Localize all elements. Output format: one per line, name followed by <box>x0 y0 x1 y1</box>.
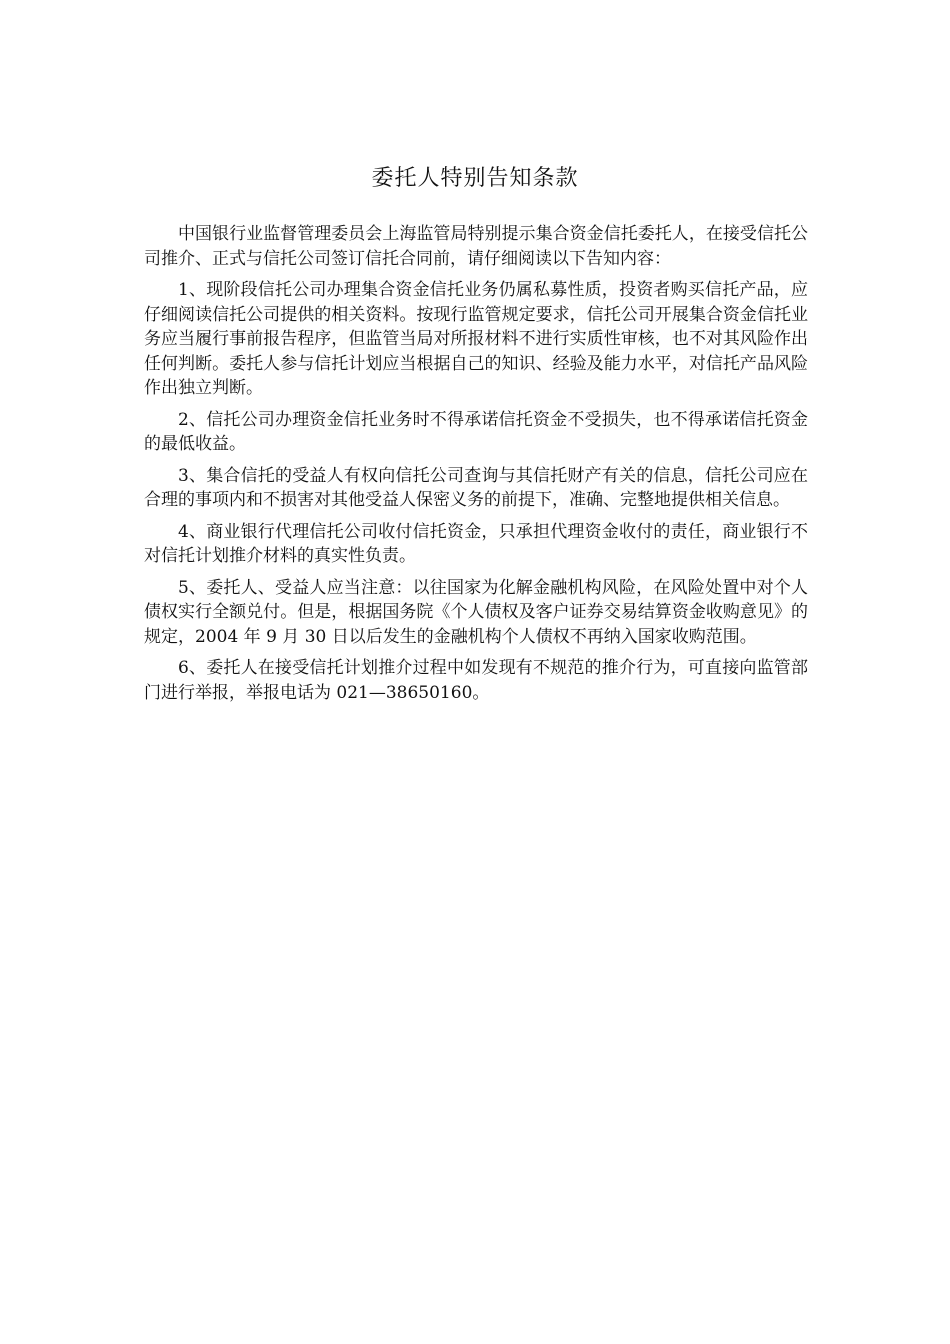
clause-1-paragraph: 1、现阶段信托公司办理集合资金信托业务仍属私募性质，投资者购买信托产品，应仔细阅读信托公司提供的相关资料。按现行监管规定要求，信托公司开展集合资金信托业务应当履行事前报告程序，但监管当局对所报材料不进行实质性审核，也不对其风险作出任何判断。委托人参与信托计划应当根据自己的知识、经验及能力水平，对信托产品风险作出独立判断。 <box>144 280 808 398</box>
document-body <box>144 222 808 712</box>
document-title: 委托人特别告知条款 <box>371 166 579 191</box>
intro-paragraph: 中国银行业监督管理委员会上海监管局特别提示集合资金信托委托人，在接受信托公司推介、正式与信托公司签订信托合同前，请仔细阅读以下告知内容： <box>144 224 808 269</box>
clause-4-paragraph: 4、商业银行代理信托公司收付信托资金，只承担代理资金收付的责任，商业银行不对信托计划推介材料的真实性负责。 <box>144 521 808 566</box>
clause-3-paragraph: 3、集合信托的受益人有权向信托公司查询与其信托财产有关的信息，信托公司应在合理的事项内和不损害对其他受益人保密义务的前提下，准确、完整地提供相关信息。 <box>144 465 808 510</box>
clause-5-paragraph: 5、委托人、受益人应当注意：以往国家为化解金融机构风险，在风险处置中对个人债权实行全额兑付。但是，根据国务院《个人债权及客户证券交易结算资金收购意见》的规定，2004 年 9 月 30 日以后发生的金融机构个人债权不再纳入国家收购范围。 <box>144 577 808 647</box>
clause-2-paragraph: 2、信托公司办理资金信托业务时不得承诺信托资金不受损失，也不得承诺信托资金的最低收益。 <box>144 409 808 454</box>
clause-6-paragraph: 6、委托人在接受信托计划推介过程中如发现有不规范的推介行为，可直接向监管部门进行举报，举报电话为 021—38650160。 <box>144 658 808 703</box>
